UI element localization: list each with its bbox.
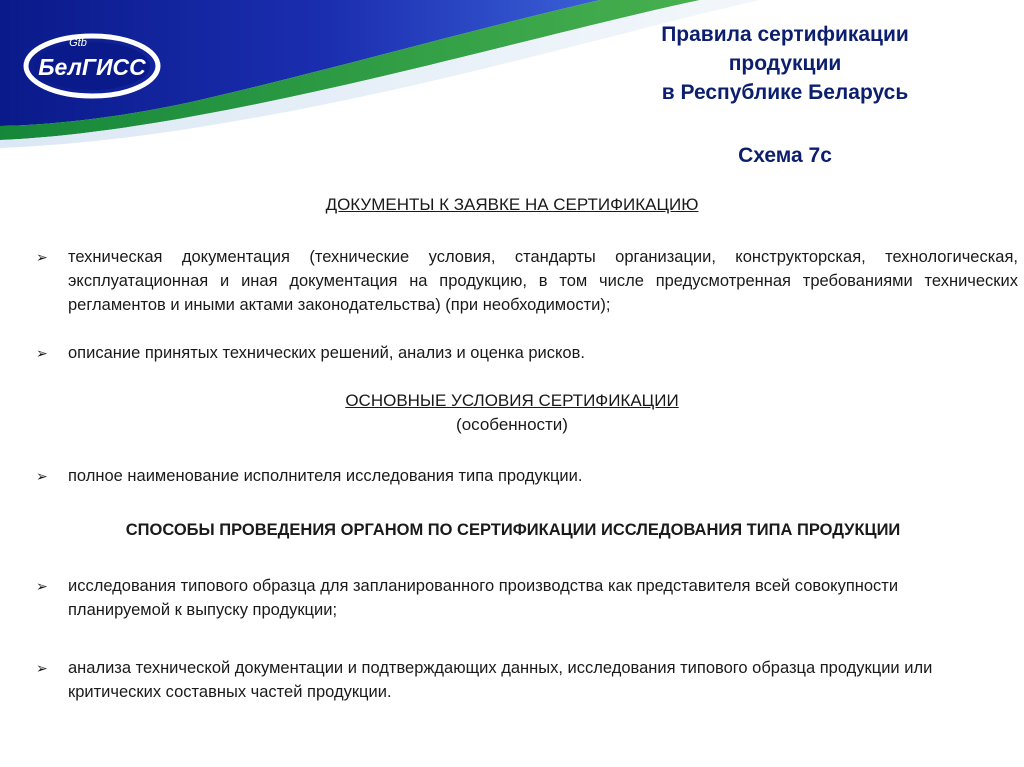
title-line: продукции <box>728 52 842 75</box>
logo-text: БелГИСС <box>38 54 146 80</box>
list-item-text: анализа технической документации и подтверждающих данных, исследования типового образца продукции или критических составных частей продукции. <box>68 659 933 701</box>
list-item <box>36 574 966 622</box>
list-item <box>36 656 1018 704</box>
bullet-arrow-icon: ➢ <box>36 468 48 484</box>
section-heading-conditions: ОСНОВНЫЕ УСЛОВИЯ СЕРТИФИКАЦИИ <box>345 391 679 410</box>
section-heading-methods: СПОСОБЫ ПРОВЕДЕНИЯ ОРГАНОМ ПО СЕРТИФИКАЦИИ ИССЛЕДОВАНИЯ ТИПА ПРОДУКЦИИ <box>125 521 901 539</box>
bullet-arrow-icon: ➢ <box>36 249 48 265</box>
list-item-text: исследования типового образца для запланированного производства как представителя всей совокупности планируемой к выпуску продукции; <box>68 577 899 619</box>
scheme-label: Схема 7с <box>738 144 832 167</box>
list-item <box>36 245 1018 317</box>
list-item-text: описание принятых технических решений, анализ и оценка рисков. <box>68 344 585 362</box>
bullet-arrow-icon: ➢ <box>36 660 48 676</box>
list-item-text: полное наименование исполнителя исследования типа продукции. <box>68 467 583 485</box>
list-item <box>36 464 1018 488</box>
section-subheading: (особенности) <box>456 415 568 434</box>
section-heading-documents: ДОКУМЕНТЫ К ЗАЯВКЕ НА СЕРТИФИКАЦИЮ <box>325 195 699 214</box>
logo-mark: Gtb <box>69 37 87 49</box>
bullet-arrow-icon: ➢ <box>36 345 48 361</box>
title-line: Правила сертификации <box>661 23 909 46</box>
title-line: в Республике Беларусь <box>661 81 909 104</box>
bullet-arrow-icon: ➢ <box>36 578 48 594</box>
list-item-text: техническая документация (технические условия, стандарты организации, конструкторская, технологическая, эксплуатационная и иная документация на продукцию, в том числе предусмотренная требованиями технических регламентов и иными актами законодательства) (при необходимости); <box>68 248 1018 314</box>
list-item <box>36 341 1018 365</box>
